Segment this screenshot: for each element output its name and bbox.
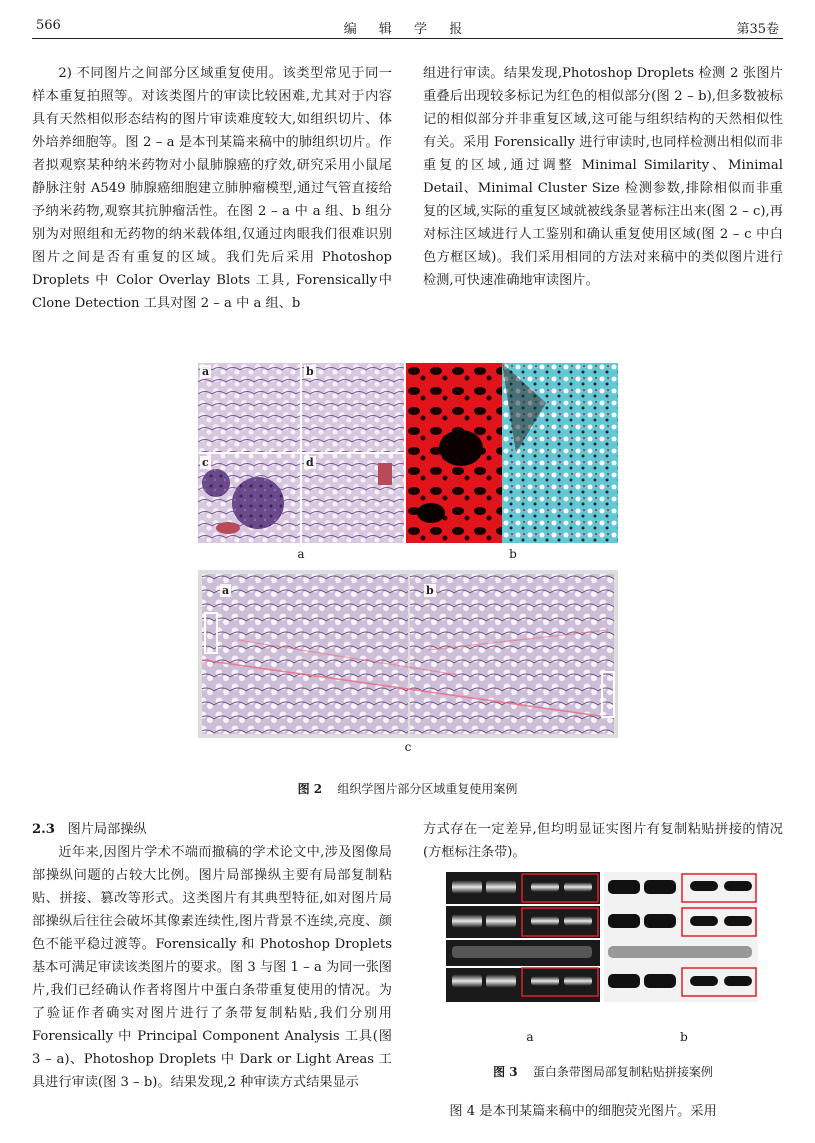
histology-grid-image: [198, 363, 404, 543]
right-column-bottom: [423, 818, 783, 864]
volume-label: 第35卷: [736, 22, 779, 37]
journal-title: 编 辑 学 报: [343, 22, 472, 37]
western-blot-image: [446, 872, 758, 1002]
overlay-detection-image: [406, 363, 618, 543]
left-column-bottom: [32, 818, 392, 1094]
subfigure-label-c: c: [404, 740, 412, 754]
panel-label: a: [222, 584, 230, 597]
figure2-panel-c: [198, 570, 618, 738]
page-number: 566: [36, 18, 61, 33]
panel-label: b: [306, 365, 314, 378]
figure2-panel-a: [198, 363, 404, 543]
subfigure-label-b: b: [680, 1030, 688, 1044]
paragraph: 2) 不同图片之间部分区域重复使用。该类型常见于同一样本重复拍照等。对该类图片的审读比较困难,尤其对于内容具有天然相似形态结构的图片审读难度较大,如组织切片、体外培养细胞等。图 2 – a 是本刊某篇来稿中的肺组织切片。作者拟观察某种纳米药物对小鼠肺腺癌的疗效,研究采用小鼠尾静脉注射 A549 肺腺癌细胞建立肺肿瘤模型,通过气管直接给予纳米药物,观察其抗肿瘤活性。在图 2 – a 中 a 组、b 组分别为对照组和无药物的纳米载体组,仅通过肉眼我们很难识别图片之间是否有重复的区域。我们先后采用 Photoshop Droplets 中 Color Overlay Blots 工具, Forensically中 Clone Detection 工具对图 2 – a 中 a 组、b: [32, 66, 392, 311]
panel-label: a: [202, 365, 210, 378]
section-heading: [32, 818, 392, 841]
subfigure-label-a: a: [297, 547, 305, 561]
panel-label: d: [306, 456, 314, 469]
paragraph: 方式存在一定差异,但均明显证实图片有复制粘贴拼接的情况(方框标注条带)。: [423, 822, 783, 860]
section-number: 2.3: [32, 822, 55, 837]
figure2-panel-b: [406, 363, 618, 543]
paragraph: 组进行审读。结果发现,Photoshop Droplets 检测 2 张图片重叠后出现较多标记为红色的相似部分(图 2 – b),但多数被标记的相似部分并非重复区域,这可能与组织结构的天然相似性有关。采用 Forensically 进行审读时,也同样检测出相似而非重复的区域,通过调整 Minimal Similarity、Minimal Detail、Minimal Cluster Size 检测参数,排除相似而非重复的区域,实际的重复区域就被线条显著标注出来(图 2 – c),再对标注区域进行人工鉴别和确认重复使用区域(图 2 – c 中白色方框区域)。我们采用相同的方法对来稿中的类似图片进行检测,可快速准确地审读图片。: [423, 66, 783, 288]
subfigure-label-b: b: [509, 547, 517, 561]
clone-detection-image: [198, 570, 618, 738]
right-column-footer: [423, 1100, 783, 1123]
caption-text: 组织学图片部分区域重复使用案例: [337, 782, 518, 796]
paragraph: 图 4 是本刊某篇来稿中的细胞荧光图片。采用: [449, 1104, 717, 1119]
section-title: 图片局部操纵: [67, 822, 147, 837]
figure3-blots: [446, 872, 758, 1002]
figure2-caption: [0, 780, 815, 797]
page-header: [32, 14, 783, 39]
panel-label: c: [202, 456, 209, 469]
paragraph: 近年来,因图片学术不端而撤稿的学术论文中,涉及图像局部操纵问题的占较大比例。图片局部操纵主要有局部复制粘贴、拼接、篡改等形式。这类图片有其典型特征,如对图片局部操纵后往往会破坏其像素连续性,图片背景不连续,亮度、颜色不能平稳过渡等。Forensically 和 Photoshop Droplets 基本可满足审读该类图片的要求。图 3 与图 1 – a 为同一张图片,我们已经确认作者将图片中蛋白条带重复使用的情况。为了验证作者确实对图片进行了条带复制粘贴,我们分别用 Forensically 中 Principal Component Analysis 工具(图 3 – a)、Photoshop Droplets 中 Dark or Light Areas 工具进行审读(图 3 – b)。结果发现,2 种审读方式结果显示: [32, 845, 392, 1090]
panel-label: b: [426, 584, 434, 597]
caption-text: 蛋白条带图局部复制粘贴拼接案例: [532, 1065, 713, 1079]
caption-number: 图 2: [297, 782, 323, 796]
figure3-caption: [423, 1063, 783, 1080]
subfigure-label-a: a: [526, 1030, 534, 1044]
caption-number: 图 3: [493, 1065, 518, 1079]
left-column-top: [32, 62, 392, 315]
right-column-top: [423, 62, 783, 292]
